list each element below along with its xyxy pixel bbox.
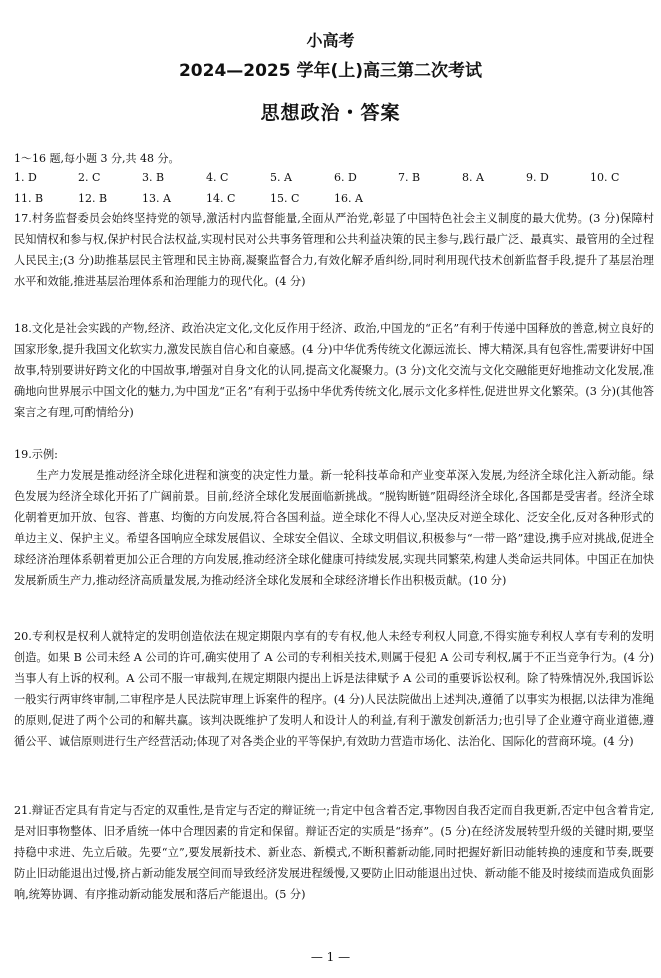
mc-answer: 7. B	[398, 171, 421, 184]
mc-answer: 10. C	[590, 171, 620, 184]
mc-answer: 14. C	[206, 192, 236, 205]
subject-title: 思想政治・答案	[260, 102, 401, 124]
question-number: 19.	[14, 448, 32, 461]
mc-answer: 5. A	[270, 171, 292, 184]
question-20	[14, 626, 654, 752]
mc-answer: 1. D	[14, 171, 37, 184]
question-number: 21.	[14, 804, 32, 817]
mc-intro: 1～16 题,每小题 3 分,共 48 分。	[14, 152, 180, 165]
question-number: 17.	[14, 212, 32, 225]
question-17	[14, 208, 654, 292]
exam-title: 2024—2025 学年(上)高三第二次考试	[178, 61, 483, 81]
answer-text: 文化是社会实践的产物,经济、政治决定文化,文化反作用于经济、政治,中国龙的“正名”有利于传递中国释放的善意,树立良好的国家形象,提升我国文化软实力,激发民族自信心和自豪感。(4 分)中华优秀传统文化源远流长、博大精深,具有包容性,需要讲好中国故事,特别要讲好跨文化的中国故事,增强对自身文化的认同,提高文化凝聚力。(3 分)文化交流与文化交融能更好地推动文化发展,准确地向世界展示中国文化的魅力,为中国龙“正名”有利于弘扬中华优秀传统文化,展示文化多样性,促进世界文化繁荣。(3 分)(其他答案言之有理,可酌情给分)	[14, 322, 654, 419]
question-18	[14, 318, 654, 423]
mc-answer: 11. B	[14, 192, 44, 205]
example-label: 示例:	[31, 448, 58, 461]
mc-answer: 6. D	[334, 171, 357, 184]
answer-text: 辩证否定具有肯定与否定的双重性,是肯定与否定的辩证统一;肯定中包含着否定,事物因自我否定而自我更新,否定中包含着肯定,是对旧事物整体、旧矛盾统一体中合理因素的肯定和保留。辩证否定的实质是“扬弃”。(5 分)在经济发展转型升级的关键时期,要坚持稳中求进、先立后破。先要“立”,要发展新技术、新业态、新模式,不断积蓄新动能,同时把握好新旧动能转换的速度和节奏,既要防止旧动能退出过慢,挤占新动能发展空间而导致经济发展进程缓慢,又要防止旧动能退出过快、新动能不能及时接续而造成负面影响,统筹协调、有序推动新动能发展和落后产能退出。(5 分)	[14, 804, 654, 901]
mc-answer: 9. D	[526, 171, 549, 184]
mc-answer: 8. A	[462, 171, 484, 184]
brand-label: 小高考	[306, 31, 355, 50]
mc-answer: 2. C	[78, 171, 101, 184]
mc-answer: 3. B	[142, 171, 165, 184]
mc-answer: 15. C	[270, 192, 300, 205]
mc-answer: 13. A	[142, 192, 171, 205]
answer-text: 专利权是权利人就特定的发明创造依法在规定期限内享有的专有权,他人未经专利权人同意,不得实施专利权人享有专利的发明创造。如果 B 公司未经 A 公司的许可,确实使用了 A 公司的专利相关技术,则属于侵犯 A 公司专利权,属于不正当竞争行为。(4 分)当事人有上诉的权利。A 公司不服一审裁判,在规定期限内提出上诉是法律赋予 A 公司的重要诉讼权利。除了特殊情况外,我国诉讼一般实行两审终审制,二审程序是人民法院审理上诉案件的程序。(4 分)人民法院做出上述判决,遵循了以事实为根据,以法律为准绳的原则,促进了两个公司的和解共赢。该判决既维护了发明人和设计人的利益,有利于激发创新活力;也引导了企业遵守商业道德,遵循公平、诚信原则进行生产经营活动;体现了对各类企业的平等保护,有效助力营造市场化、法治化、国际化的营商环境。(4 分)	[14, 630, 654, 748]
mc-answer: 16. A	[334, 192, 363, 205]
question-21	[14, 800, 654, 905]
question-number: 18.	[14, 322, 32, 335]
answer-text: 村务监督委员会始终坚持党的领导,激活村内监督能量,全面从严治党,彰显了中国特色社会主义制度的最大优势。(3 分)保障村民知情权和参与权,保护村民合法权益,实现村民对公共事务管理和公共利益决策的民主参与,践行最广泛、最真实、最管用的全过程人民民主;(3 分)助推基层民主管理和民主协商,凝聚监督合力,有效化解矛盾纠纷,同时利用现代技术创新监督手段,提升了基层治理水平和效能,推进基层治理体系和治理能力的现代化。(4 分)	[14, 212, 654, 288]
mc-answer: 4. C	[206, 171, 229, 184]
question-19	[14, 444, 654, 591]
question-number: 20.	[14, 630, 32, 643]
mc-answer: 12. B	[78, 192, 108, 205]
page-number: — 1 —	[310, 950, 351, 964]
answer-text: 生产力发展是推动经济全球化进程和演变的决定性力量。新一轮科技革命和产业变革深入发展,为经济全球化注入新动能。绿色发展为经济全球化开拓了广阔前景。目前,经济全球化发展面临新挑战。“脱钩断链”阻碍经济全球化,各国都是受害者。经济全球化朝着更加开放、包容、普惠、均衡的方向发展,符合各国利益。逆全球化不得人心,坚决反对逆全球化、泛安全化,反对各种形式的单边主义、保护主义。希望各国响应全球发展倡议、全球安全倡议、全球文明倡议,积极参与“一带一路”建设,携手应对挑战,促进全球经济治理体系朝着更加公正合理的方向发展,推动经济全球化健康可持续发展,实现共同繁荣,构建人类命运共同体。中国正在加快发展新质生产力,推动经济高质量发展,为推动经济全球化发展和全球经济增长作出积极贡献。(10 分)	[14, 469, 654, 587]
